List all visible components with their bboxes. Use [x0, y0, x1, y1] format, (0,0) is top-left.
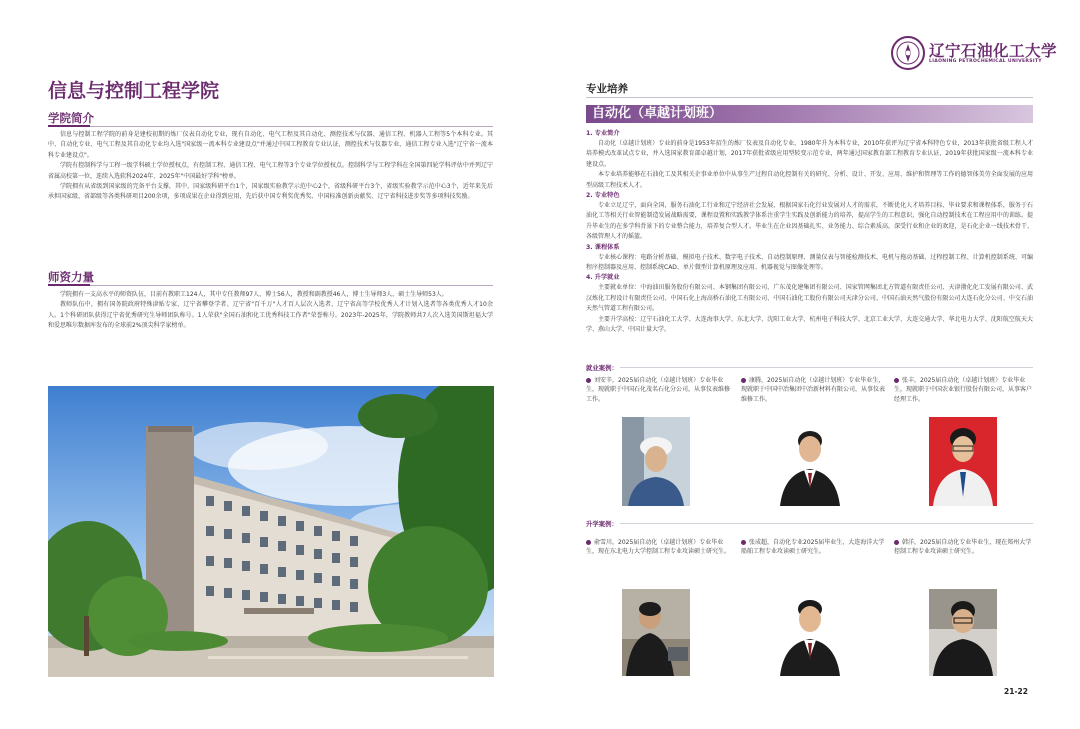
employment-case-3-text: 张丰，2025届自动化（卓越计划班）专业毕业生，现就职于中国农业银行股份有限公司，从事客户经理工作。 — [894, 377, 1033, 403]
s2-paragraph-1: 专业立足辽宁，面向全国，服务石油化工行业和辽宁经济社会发展，根据国家石化行业发展对人才的需求，不断优化人才培养目标、毕业要求和课程体系，服务于石油化工等相关行业智能制造发展战略需要，课程设置和实践教学体系注重学生实践及创新能力的培养，提高学生的工程意识，强化自动控制技术在工程应用中的训练。提升毕业生的在多学科背景下的专业整合能力，培养复合型人才。毕业生在企业因基础扎实、业务能力、综合素质高，深受行业和企业的欢迎，是石化企业一线技术骨干、各级管理人才的摇篮。 — [586, 202, 1033, 241]
intro-paragraph-3: 学院拥有从省级到国家级的完备平台支撑，其中，国家级科研平台1个，国家级实验教学示范中心2个，省级科研平台3个，省级实验教学示范中心3个，近年来先后承担国家级、省部级等各类科研项目200余项，多项成果在企业得到应用，先后获中国专利奖优秀奖、中国标准创新贡献奖、辽宁省科技进步奖等多项科技奖励。 — [48, 183, 493, 201]
study-photo-2 — [776, 589, 844, 676]
s3-title: 3. 课程体系 — [586, 243, 620, 251]
s4-paragraph-2: 主要升学高校：辽宁石油化工大学、大连海事大学、东北大学、沈阳工业大学、杭州电子科技大学、北京工业大学、大连交通大学、华北电力大学、沈阳航空航天大学、燕山大学、中国计量大学。 — [586, 315, 1033, 334]
study-case-3 — [894, 538, 1034, 557]
campus-building-photo — [48, 386, 494, 677]
study-photo-1 — [622, 589, 690, 676]
employment-case-2-text: 康腾，2025届自动化（卓越计划班）专业毕业生，现就职于中国中冶集团中冶新材料有限公司，从事仪表维修工作。 — [741, 377, 886, 403]
s1-paragraph-2: 本专业培养能够在石油化工及其相关企事业单位中从事生产过程自动化控制有关的研究、分析、设计、开发、应用、维护和管理等工作的德智体美劳全面发展的应用型高级工程技术人才。 — [586, 171, 1033, 189]
study-case-1 — [586, 538, 730, 557]
faculty-underline-accent — [48, 284, 90, 286]
bullet-dot-icon — [894, 378, 899, 383]
major-text-block — [586, 129, 1033, 336]
faculty-paragraph-2: 教师队伍中，拥有国务院政府特殊津贴专家、辽宁省攀登学者、辽宁省"百千万"人才百人层次入选者、辽宁省高等学校优秀人才计划入选者等各类优秀人才10余人。1个科研团队获得辽宁省优秀研究生导师团队称号。1人荣获"全国石油和化工优秀科技工作者"荣誉称号。2023年-2025年，学院教师共7人次入选美国斯坦福大学和爱思唯尔数据库发布的全球前2%顶尖科学家榜单。 — [48, 301, 493, 330]
employment-photo-3 — [929, 417, 997, 506]
bullet-dot-icon — [586, 378, 591, 383]
employment-case-1-text: 刘安辛，2025届自动化（卓越计划班）专业毕业生，现就职于中国石化茂名石化分公司，从事仪表维修工作。 — [586, 377, 731, 403]
university-seal-icon — [891, 36, 925, 70]
intro-text-block — [48, 130, 493, 203]
bullet-dot-icon — [741, 540, 746, 545]
faculty-heading: 师资力量 — [48, 270, 94, 284]
employment-photo-2 — [776, 417, 844, 506]
study-case-2-text: 张成超，自动化专业2025届毕业生，大连海洋大学船舶工程专业攻读硕士研究生。 — [741, 539, 885, 556]
intro-underline — [48, 126, 493, 127]
employment-label: 就业案例： — [586, 364, 618, 372]
study-label: 升学案例： — [586, 520, 618, 528]
university-name: 辽宁石油化工大学 — [929, 41, 1058, 60]
s3-paragraph-1: 专业核心课程：电路分析基础、模拟电子技术、数字电子技术、自动控制原理、测量仪表与智能检测技术、电机与拖动基础、过程控制工程、计算机控制系统、可编程序控制器及应用、控制系统CAD、单片微型计算机原理及应用、机器视觉与图像处理等。 — [586, 253, 1033, 272]
study-case-1-text: 俞雪川，2025届自动化（卓越计划班）专业毕业生，现在东北电力大学控制工程专业攻读硕士研究生。 — [586, 539, 731, 556]
college-title: 信息与控制工程学院 — [48, 80, 220, 102]
s4-paragraph-1: 主要就业单位：中海油田服务股份有限公司、本钢集团有限公司、广东茂化建集团有限公司、国家管网集团北方管道有限责任公司、天津渤化化工发展有限公司、武汉炼化工程设计有限责任公司、中国石化上海高桥石油化工有限公司、中国石油化工股份有限公司天津分公司、中国石油天然气股份有限公司大连石化分公司、中交石油天然气管道工程有限公司。 — [586, 284, 1033, 313]
faculty-paragraph-1: 学院拥有一支高水平的师资队伍，目前有教职工124人，其中专任教师97人，博士56人，教授和副教授46人，博士生导师3人，硕士生导师53人。 — [60, 291, 448, 298]
intro-heading: 学院简介 — [48, 111, 94, 125]
faculty-underline — [48, 285, 493, 286]
page-number: 21-22 — [1004, 687, 1028, 696]
s4-title: 4. 升学就业 — [586, 274, 620, 282]
university-name-en: LIAONING PETROCHEMICAL UNIVERSITY — [929, 59, 1042, 64]
intro-paragraph-2: 学院有控制科学与工程一级学科硕士学位授权点，有控制工程、通信工程、电气工程等3个专业学位授权点。控制科学与工程学科在全国第四轮学科评估中并列辽宁省属高校第一位，连续入选软科2024年、2025年"中国最好学科"榜单。 — [48, 162, 493, 180]
s1-paragraph-1: 自动化（卓越计划班）专业的前身是1953年招生的炼厂仪表及自动化专业，1980年升为本科专业，2010年获评为辽宁省本科特色专业，2013年获批省级工程人才培养模式改革试点专业，并入选国家教育部卓越计划，2017年获批省级应用型转变示范专业，两年通过国家教育部工程教育专业认证，2019年获批国家级一流本科专业建设点。 — [586, 140, 1033, 168]
study-divider — [620, 523, 1033, 524]
s2-title: 2. 专业特色 — [586, 192, 620, 200]
employment-case-3 — [894, 376, 1034, 404]
university-logo — [891, 36, 1058, 72]
faculty-text-block — [48, 290, 493, 332]
employment-case-2 — [741, 376, 885, 404]
study-case-2 — [741, 538, 885, 557]
bullet-dot-icon — [894, 540, 899, 545]
bullet-dot-icon — [586, 540, 591, 545]
employment-divider — [620, 367, 1033, 368]
intro-paragraph-1: 信息与控制工程学院的前身是建校初期的炼厂仪表自动化专业，现有自动化、电气工程及其自动化、测控技术与仪器、通信工程、机器人工程等5个本科专业。其中，自动化专业、电气工程及其自动化专业均入选"国家级一流本科专业建设点"并通过中国工程教育专业认证，测控技术与仪器专业、通信工程专业入选"辽宁省一流本科专业建设点"。 — [48, 131, 493, 159]
study-photo-3 — [929, 589, 997, 676]
intro-underline-accent — [48, 125, 90, 127]
section-title-underline — [586, 97, 1033, 98]
s1-title: 1. 专业简介 — [586, 130, 620, 137]
major-title: 自动化（卓越计划班） — [592, 106, 723, 121]
section-title: 专业培养 — [586, 83, 628, 95]
study-case-3-text: 韩洋，2025届自动化专业毕业生，现在郑州大学控制工程专业攻读硕士研究生。 — [894, 539, 1032, 556]
employment-case-1 — [586, 376, 730, 404]
bullet-dot-icon — [741, 378, 746, 383]
employment-photo-1 — [622, 417, 690, 506]
